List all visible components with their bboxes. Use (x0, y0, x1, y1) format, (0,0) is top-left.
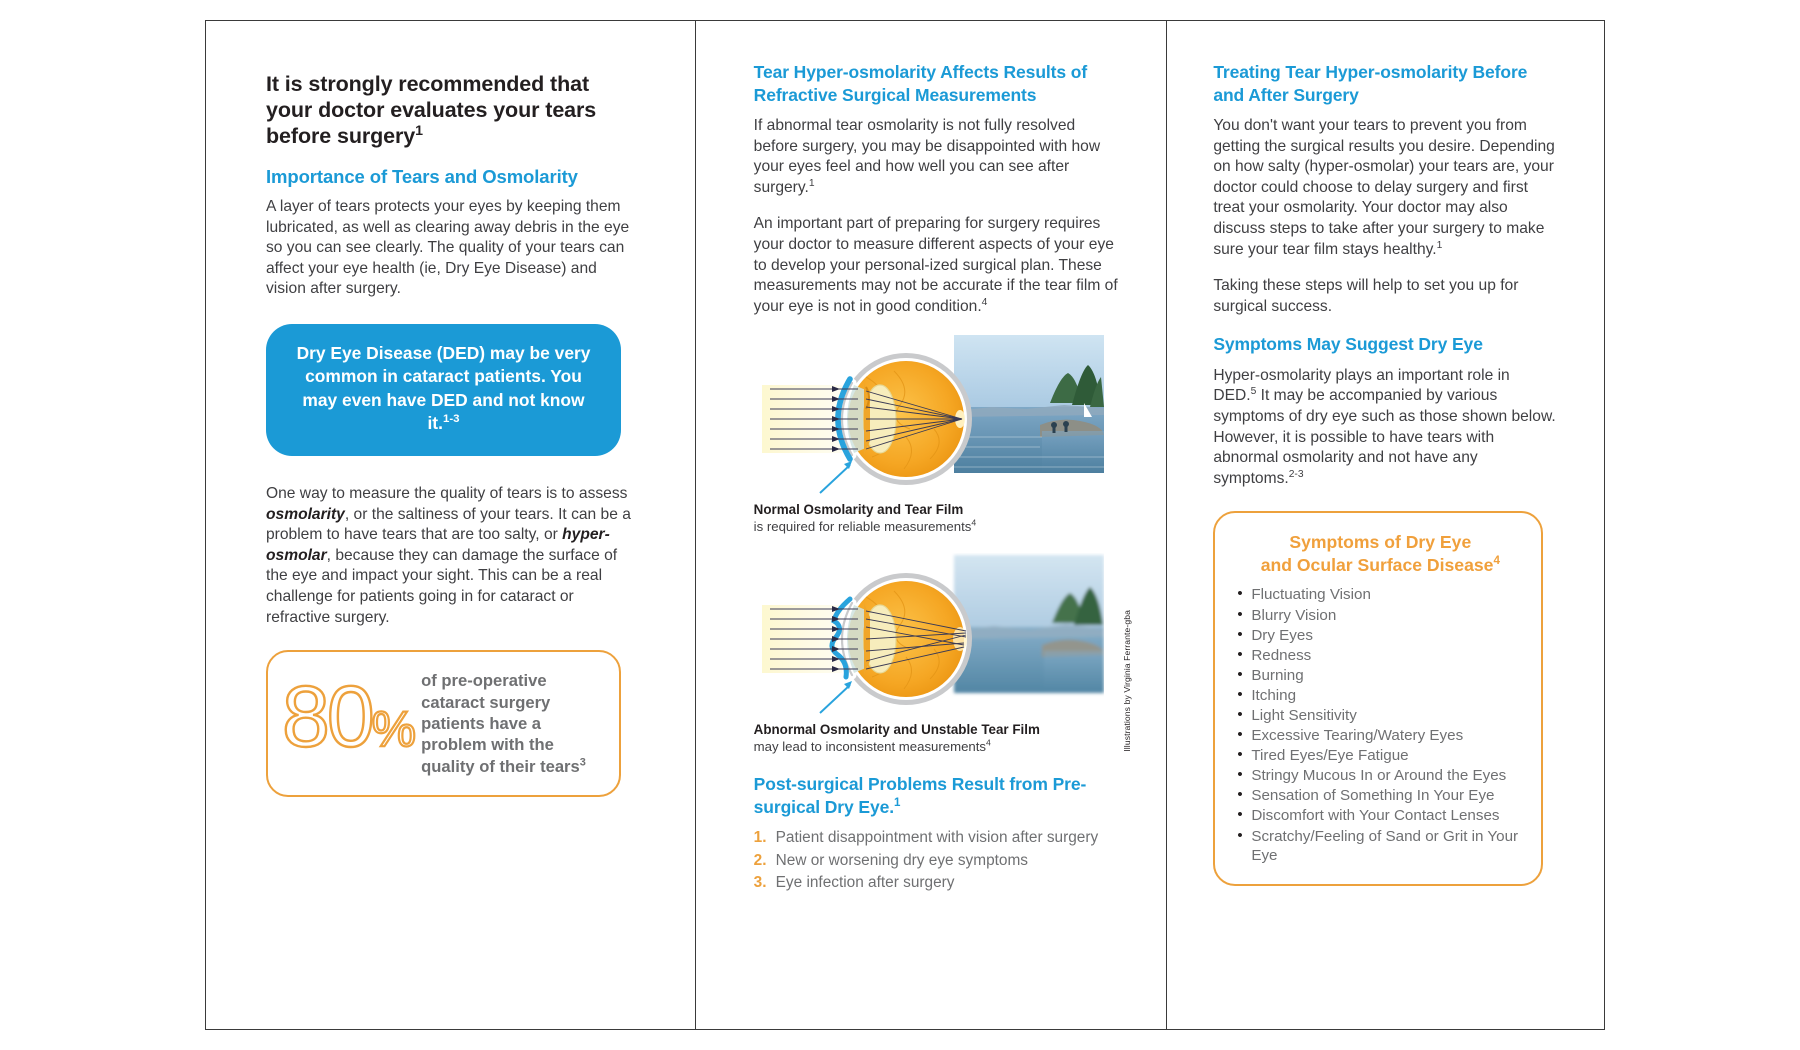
list-item-label: Dry Eyes (1251, 626, 1313, 644)
callout-ded (266, 324, 621, 456)
eye-diagram-abnormal-icon (754, 553, 1104, 721)
paragraph-treating (1213, 116, 1556, 260)
list-item (1235, 666, 1525, 686)
bullet-icon: • (1237, 645, 1243, 663)
figure-normal-caption-sub (754, 518, 1121, 535)
osmolarity-text-1: One way to measure the quality of tears is to assess (266, 484, 628, 502)
list-item (1235, 827, 1525, 866)
list-item-label: Burning (1251, 666, 1304, 684)
figure-abnormal-eye (753, 553, 1133, 755)
symptoms-list (1235, 585, 1525, 865)
list-item-label: Itching (1251, 686, 1297, 704)
paragraph-symptoms-text-b: It may be accompanied by various symptoms of dry eye such as those shown below. However, it is possible to have tears with abnormal osmolarity and not have any symptoms. (1213, 387, 1556, 487)
list-item-number: 3. (753, 874, 767, 892)
osmolarity-text-2: , or the saltiness of your tears. It can be a problem to have tears that are too salty, or (266, 505, 631, 544)
list-item (1235, 726, 1525, 746)
headline-superscript: 1 (415, 122, 423, 139)
bullet-icon: • (1237, 786, 1243, 804)
bullet-icon: • (1237, 665, 1243, 683)
landscape-photo-blurred (954, 555, 1104, 693)
figure-abnormal-caption-superscript: 4 (986, 737, 991, 748)
bullet-icon: • (1237, 605, 1243, 623)
paragraph-abnormal-osmolarity-text: If abnormal tear osmolarity is not fully resolved before surgery, you may be disappointed with how your eyes feel and how well you can see after surgery. (753, 117, 1101, 196)
paragraph-surgical-plan (754, 214, 1121, 317)
symptoms-box-title (1235, 531, 1525, 577)
list-item-label: Patient disappointment with vision after surgery (775, 829, 1099, 847)
bullet-icon: • (1237, 806, 1243, 824)
symptoms-box-title-line2: and Ocular Surface Disease (1260, 555, 1494, 576)
list-item (1235, 585, 1525, 605)
brochure-trifold (205, 20, 1605, 1030)
term-osmolarity: osmolarity (266, 505, 345, 523)
section-title-treating: Treating Tear Hyper-osmolarity Before and After Surgery (1213, 62, 1528, 105)
list-item-label: New or worsening dry eye symptoms (775, 851, 1028, 869)
bullet-icon: • (1237, 766, 1243, 784)
figure-normal-eye (754, 333, 1121, 535)
list-item (1235, 686, 1525, 706)
paragraph-symptoms-superscript-a: 5 (1250, 386, 1257, 398)
list-item-number: 1. (753, 829, 767, 847)
bullet-icon: • (1237, 746, 1243, 764)
list-item-label: Blurry Vision (1251, 606, 1337, 624)
figure-abnormal-caption-bold: Abnormal Osmolarity and Unstable Tear Film (753, 722, 1040, 738)
paragraph-surgical-success: Taking these steps will help to set you up for surgical success. (1213, 277, 1519, 315)
paragraph-symptoms-text-a: Hyper-osmolarity plays an important role in DED. (1213, 366, 1510, 405)
list-item-number: 2. (753, 851, 767, 869)
osmolarity-text-3: , because they can damage the surface of the eye and impact your sight. This can be a real challenge for patients going in for cataract or refractive surgery. (266, 546, 618, 626)
paragraph-tears-intro: A layer of tears protects your eyes by keeping them lubricated, as well as clearing away debris in the eye so you can see clearly. The quality of your tears can affect your eye health (ie, Dry Eye Disease) and vision after surgery. (266, 198, 630, 298)
symptoms-box-title-superscript: 4 (1493, 554, 1500, 568)
list-item (1235, 746, 1525, 766)
stat-number (282, 668, 417, 768)
stat-box-80-percent (266, 650, 621, 797)
paragraph-surgical-plan-superscript: 4 (981, 296, 988, 308)
stat-description (421, 668, 601, 777)
bullet-icon: • (1237, 585, 1243, 603)
paragraph-surgical-plan-text: An important part of preparing for surgery requires your doctor to measure different aspects of your eye to develop your personal-ized surgical plan. These measurements may not be accurate if the tear film of your eye is not in good condition. (753, 215, 1118, 315)
symptoms-box-title-line1: Symptoms of Dry Eye (1289, 532, 1472, 553)
callout-ded-superscript: 1-3 (442, 413, 460, 426)
list-item (1235, 626, 1525, 646)
bullet-icon: • (1237, 705, 1243, 723)
panel-left (206, 21, 696, 1029)
bullet-icon: • (1237, 726, 1243, 744)
eye-diagram-normal-icon (754, 333, 1104, 501)
term-hyper-osmolar: hyper-osmolar (266, 526, 610, 564)
list-item (1235, 646, 1525, 666)
bullet-icon: • (1237, 685, 1243, 703)
page-headline-text: It is strongly recommended that your doctor evaluates your tears before surgery (266, 72, 597, 148)
panel-right (1167, 21, 1604, 1029)
list-item (1235, 706, 1525, 726)
section-title-post-surgical-text: Post-surgical Problems Result from Pre-surgical Dry Eye. (753, 774, 1087, 817)
figure-normal-caption-bold: Normal Osmolarity and Tear Film (753, 502, 964, 518)
paragraph-symptoms (1213, 366, 1556, 490)
list-item-label: Excessive Tearing/Watery Eyes (1251, 727, 1464, 745)
list-item (1235, 806, 1525, 826)
post-surgical-problems-list (754, 828, 1121, 893)
list-item (754, 851, 1121, 871)
paragraph-symptoms-superscript-b: 2-3 (1288, 468, 1304, 480)
bullet-icon: • (1237, 625, 1243, 643)
figure-normal-caption-superscript: 4 (971, 517, 977, 528)
figure-normal-caption-sub-text: is required for reliable measurements (753, 519, 972, 535)
list-item-label: Discomfort with Your Contact Lenses (1251, 807, 1500, 825)
list-item-label: Eye infection after surgery (775, 874, 955, 892)
paragraph-treating-superscript: 1 (1436, 239, 1443, 251)
panel-middle (696, 21, 1168, 1029)
paragraph-osmolarity (266, 484, 635, 628)
landscape-photo (954, 335, 1104, 473)
stat-number-value: 80 (282, 668, 372, 765)
list-item (1235, 606, 1525, 626)
callout-ded-text: Dry Eye Disease (DED) may be very common in cataract patients. You may even have DED and not know it. (296, 342, 591, 434)
list-item-label: Stringy Mucous In or Around the Eyes (1251, 767, 1507, 785)
figure-abnormal-caption-sub-text: may lead to inconsistent measurements (753, 739, 987, 755)
list-item (754, 828, 1121, 848)
tear-film-pointer-arrow (820, 681, 852, 713)
tear-film-pointer-arrow (820, 461, 852, 493)
paragraph-abnormal-superscript: 1 (808, 177, 815, 189)
list-item-label: Sensation of Something In Your Eye (1251, 787, 1495, 805)
list-item (754, 873, 1121, 893)
list-item (1235, 786, 1525, 806)
bullet-icon: • (1237, 826, 1243, 844)
list-item-label: Fluctuating Vision (1251, 586, 1371, 604)
figure-abnormal-caption-sub (754, 738, 1121, 755)
stat-description-superscript: 3 (579, 756, 586, 769)
list-item (1235, 766, 1525, 786)
illustration-credit: Illustrations by Virginia Ferrante-gba (1122, 609, 1133, 752)
list-item-label: Scratchy/Feeling of Sand or Grit in Your Eye (1251, 827, 1519, 865)
section-title-post-surgical-superscript: 1 (893, 797, 901, 810)
section-title-symptoms: Symptoms May Suggest Dry Eye (1213, 334, 1483, 355)
section-title-tear-hyperosmolarity: Tear Hyper-osmolarity Affects Results of Refractive Surgical Measurements (753, 62, 1088, 105)
paragraph-abnormal-osmolarity (754, 116, 1121, 198)
section-title-importance: Importance of Tears and Osmolarity (266, 166, 578, 187)
section-title-post-surgical (754, 773, 1121, 818)
list-item-label: Redness (1251, 646, 1312, 664)
list-item-label: Tired Eyes/Eye Fatigue (1251, 747, 1409, 765)
stat-description-text: of pre-operative cataract surgery patients have a problem with the quality of their tears (421, 671, 580, 776)
symptoms-box (1213, 511, 1543, 886)
list-item-label: Light Sensitivity (1251, 706, 1357, 724)
paragraph-treating-text: You don't want your tears to prevent you from getting the surgical results you desire. Depending on how salty (hyper-osmolar) your tears are, your doctor could choose to delay surgery and first treat your osmolarity. Your doctor may also discuss steps to take after your surgery to make sure your tear film stays healthy. (1213, 117, 1555, 258)
page-headline (266, 71, 635, 149)
stat-percent-symbol: % (371, 700, 416, 757)
